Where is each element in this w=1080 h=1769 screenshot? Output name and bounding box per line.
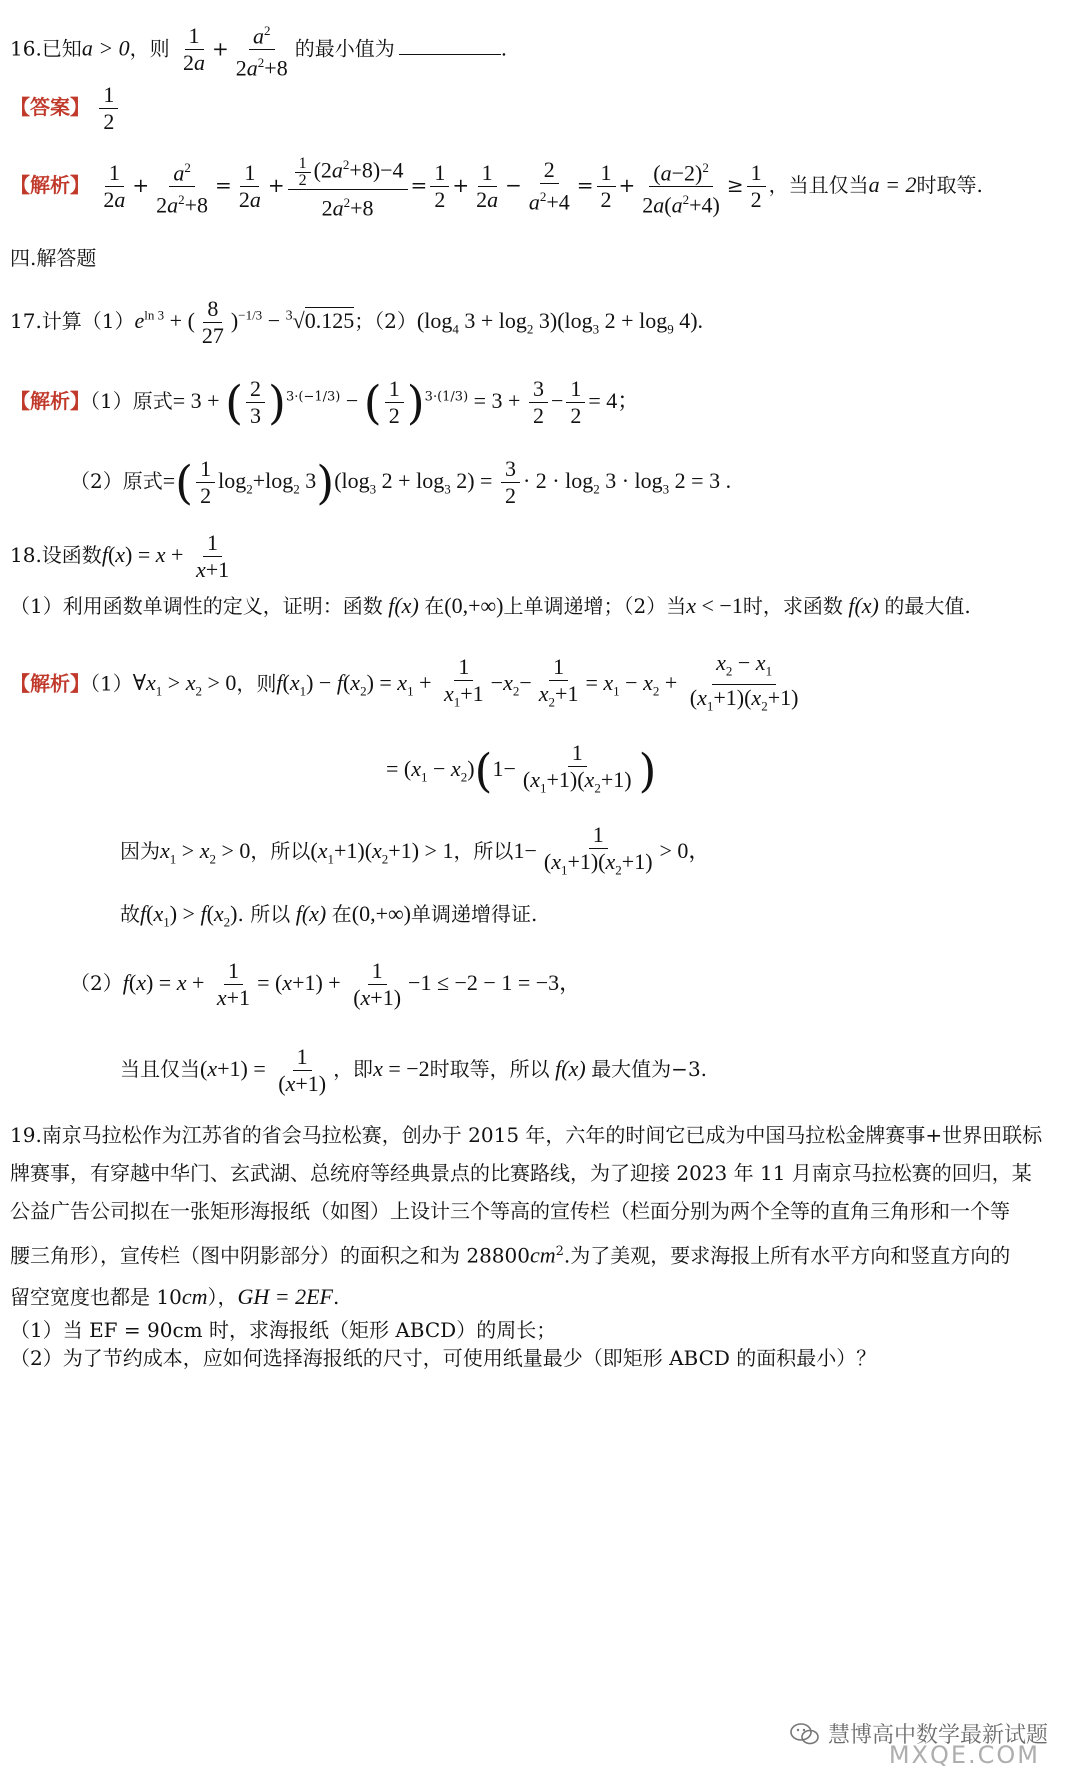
q18-part1: （1）利用函数单调性的定义，证明：函数 <box>10 594 383 618</box>
sol16-tail: ，当且仅当 <box>768 173 869 198</box>
q16-prefix: 16.已知 <box>10 36 82 61</box>
q18-line: 18.设函数f(x) = x + $\frac{1}{x+1}$ <box>10 530 230 582</box>
sol18-hence3: 在 <box>331 902 352 926</box>
sol18-when3: 时取等，所以 <box>429 1057 550 1081</box>
solution-tag: 【解析】 <box>10 389 90 413</box>
answer-tag: 【答案】 <box>10 95 90 119</box>
q18-part1d: 时，求函数 <box>742 594 843 618</box>
q19-line1: 19.南京马拉松作为江苏省的省会马拉松赛，创办于 2015 年，六年的时间它已成为中国马拉松金牌赛事+世界田联标 <box>10 1123 1043 1147</box>
solution-tag: 【解析】 <box>10 173 90 198</box>
sol18-line4: 故$f(x_1) > f(x_2)$. 所以 f(x) 在(0,+∞)单调递增得证. <box>120 901 538 930</box>
solution-tag: 【解析】 <box>10 671 90 696</box>
answer-blank <box>399 34 501 55</box>
q19-line5c: GH = 2EF <box>237 1283 333 1309</box>
sol18-line6: 当且仅当(x+1) = $\frac{1}{(x+1)}$ ，即x = −2时取等，所以 f(x) 最大值为−3. <box>120 1044 708 1096</box>
sol18-line2: = $(x_1 - x_2)(1-$ $\frac{1}{(x_1+1)(x_2+1)}$ ) <box>386 740 657 798</box>
q19-line2: 牌赛事，有穿越中华门、玄武湖、总统府等经典景点的比赛路线，为了迎接 2023 年 11 月南京马拉松赛的回归，某 <box>10 1161 1032 1185</box>
sol18-so2: ，所以 <box>453 839 514 864</box>
q19-line6: （1）当 EF = 90cm 时，求海报纸（矩形 ABCD）的周长； <box>10 1317 557 1342</box>
q19-line4: 腰三角形），宣传栏（图中阴影部分）的面积之和为 $28800cm^2$.为了美观，要求海报上所有水平方向和竖直方向的 <box>10 1242 1011 1268</box>
q18-part1b: 在 <box>424 594 445 618</box>
sol18-because: 因为 <box>120 839 160 864</box>
q16-frac2: $\frac{a^2}{2a^2+8}$ <box>232 18 292 82</box>
sol18-when4: 最大值为−3. <box>591 1057 708 1081</box>
q19-line5b: ）， <box>207 1284 238 1309</box>
q19-line4b: .为了美观，要求海报上所有水平方向和竖直方向的 <box>563 1243 1011 1268</box>
sol18-so: ，所以 <box>250 839 311 864</box>
sol18-line1: 【解析】$(1)\forall x_1 > x_2 > 0$，则$f(x_1) - f(x_2) = x_1$ + $\frac{1}{x_1+1}$ $-x_2-$ $\frac{1}{x_2+1}$ = $x_1 - x_2$ + $\frac{x_2 - x_1}{(x_1+1)(x_2+1)}$ <box>10 650 799 714</box>
q18-part1e: 的最大值. <box>884 594 971 618</box>
sol18-hence4: 单调递增得证. <box>411 902 538 926</box>
section-heading: 四.解答题 <box>10 246 97 270</box>
sol18-hence: 故 <box>120 902 140 926</box>
sol18-p1: （1） <box>90 671 133 696</box>
q19-line5: 留空宽度也都是 10cm），GH = 2EF. <box>10 1283 340 1309</box>
sol17-p2: （2）原式 <box>70 469 163 493</box>
q17-line: 17.计算$(1)e^{ln 3}$ + ( $\frac{8}{27}$ )$^{-1/3}$ − $^3$√0.125；$(2)(\log_4$ $3 + \log_2 3)(\log_3$ $2 + \log_9 4$). <box>10 296 704 348</box>
q16-frac1: $\frac{1}{2a}$ <box>183 23 206 76</box>
sol16-end: 时取等. <box>916 173 983 198</box>
sol18-then: ，则 <box>236 671 277 696</box>
q18-parts: （1）利用函数单调性的定义，证明：函数 f(x) 在(0,+∞)上单调递增；（2）当x < −1时，求函数 f(x) 的最大值. <box>10 593 971 618</box>
sol18-when2: ，即 <box>333 1057 374 1081</box>
sol18-line5: （2）f(x) = x + $\frac{1}{x+1}$ = (x+1) + $\frac{1}{(x+1)}$ −1 ≤ −2 − 1 = −3， <box>70 958 582 1010</box>
q16-cond: a > 0 <box>81 35 130 61</box>
q17-prefix: 17.计算（1） <box>10 309 135 333</box>
q16-comma: ，则 <box>129 36 170 61</box>
wechat-icon <box>790 1723 820 1745</box>
q16-line: 16.已知a > 0，则 $\frac{1}{2a}$ + $\frac{a^2}{2a^2+8}$ 的最小值为 . <box>10 18 507 82</box>
sol17-p1: （1）原式 <box>90 389 173 413</box>
sol18-hence2: . 所以 <box>237 902 291 926</box>
sol17-line1: 【解析】（1）原式= 3 + ( $\frac{2}{3}$ )$^{3\cdot(-1/3)}$ − ( $\frac{1}{2}$ )$^{3\cdot(1/3)}$ = 3 + $\frac{3}{2}$ − $\frac{1}{2}$ = 4； <box>10 375 640 430</box>
q19-line7: （2）为了节约成本，应如何选择海报纸的尺寸，可使用纸量最少（即矩形 ABCD 的面积最小）？ <box>10 1345 877 1370</box>
q19-line3: 公益广告公司拟在一张矩形海报纸（如图）上设计三个等高的宣传栏（栏面分别为两个全等的直角三角形和一个等 <box>10 1199 1010 1223</box>
q18-part1c: 上单调递增；（2）当 <box>503 594 687 618</box>
sol18-line3: 因为$x_1 > x_2 > 0$，所以$(x_1+1)(x_2+1) > 1$，所以1− $\frac{1}{(x_1+1)(x_2+1)}$ > 0， <box>120 822 711 878</box>
watermark-text: 慧博高中数学最新试题 <box>827 1723 1048 1748</box>
q19-line5a: 留空宽度也都是 10 <box>10 1284 182 1309</box>
q17-mid: ；（2） <box>354 309 417 333</box>
sol16-cond: a = 2 <box>868 172 917 198</box>
sol17-line2: （2）原式=( $\frac{1}{2}$ $\log_2+\log_2$ $3)(\log_3$ $2 + \log_3 2$) = $\frac{3}{2}$ · $2 \cdot \log_2 3 \cdot \log_3 2 = 3$ . <box>70 455 732 510</box>
ans16-frac: $\frac{1}{2}$ <box>99 82 118 135</box>
sol16-line: 【解析】 $\frac{1}{2a}$ + $\frac{a^2}{2a^2+8}$ = $\frac{1}{2a}$ + $\frac{1}{2}$ $(2a^2+8)-4$ $2a^2+8$ = $\frac{1}{2}$ + $\frac{1}{2a}$ − $\frac{2}{a^2+4}$ = $\frac{1}{2}$ + $\frac{(a-2)^2}{2a(a^2+4)}$ ≥ $\frac{1}{2}$ ，当且仅当a = 2时取等. <box>10 152 983 221</box>
sol18-when: 当且仅当 <box>120 1057 200 1081</box>
q19-block <box>10 1116 1070 1372</box>
q16-end: . <box>500 36 508 61</box>
q19-line4a: 腰三角形），宣传栏（图中阴影部分）的面积之和为 28800 <box>10 1243 530 1268</box>
ans16-line <box>10 82 121 135</box>
sol18-p2: （2） <box>70 971 123 995</box>
q16-suffix: 的最小值为 <box>294 36 395 61</box>
site-logo: MXQE.COM <box>888 1741 1040 1769</box>
q18-prefix: 18.设函数 <box>10 543 102 567</box>
